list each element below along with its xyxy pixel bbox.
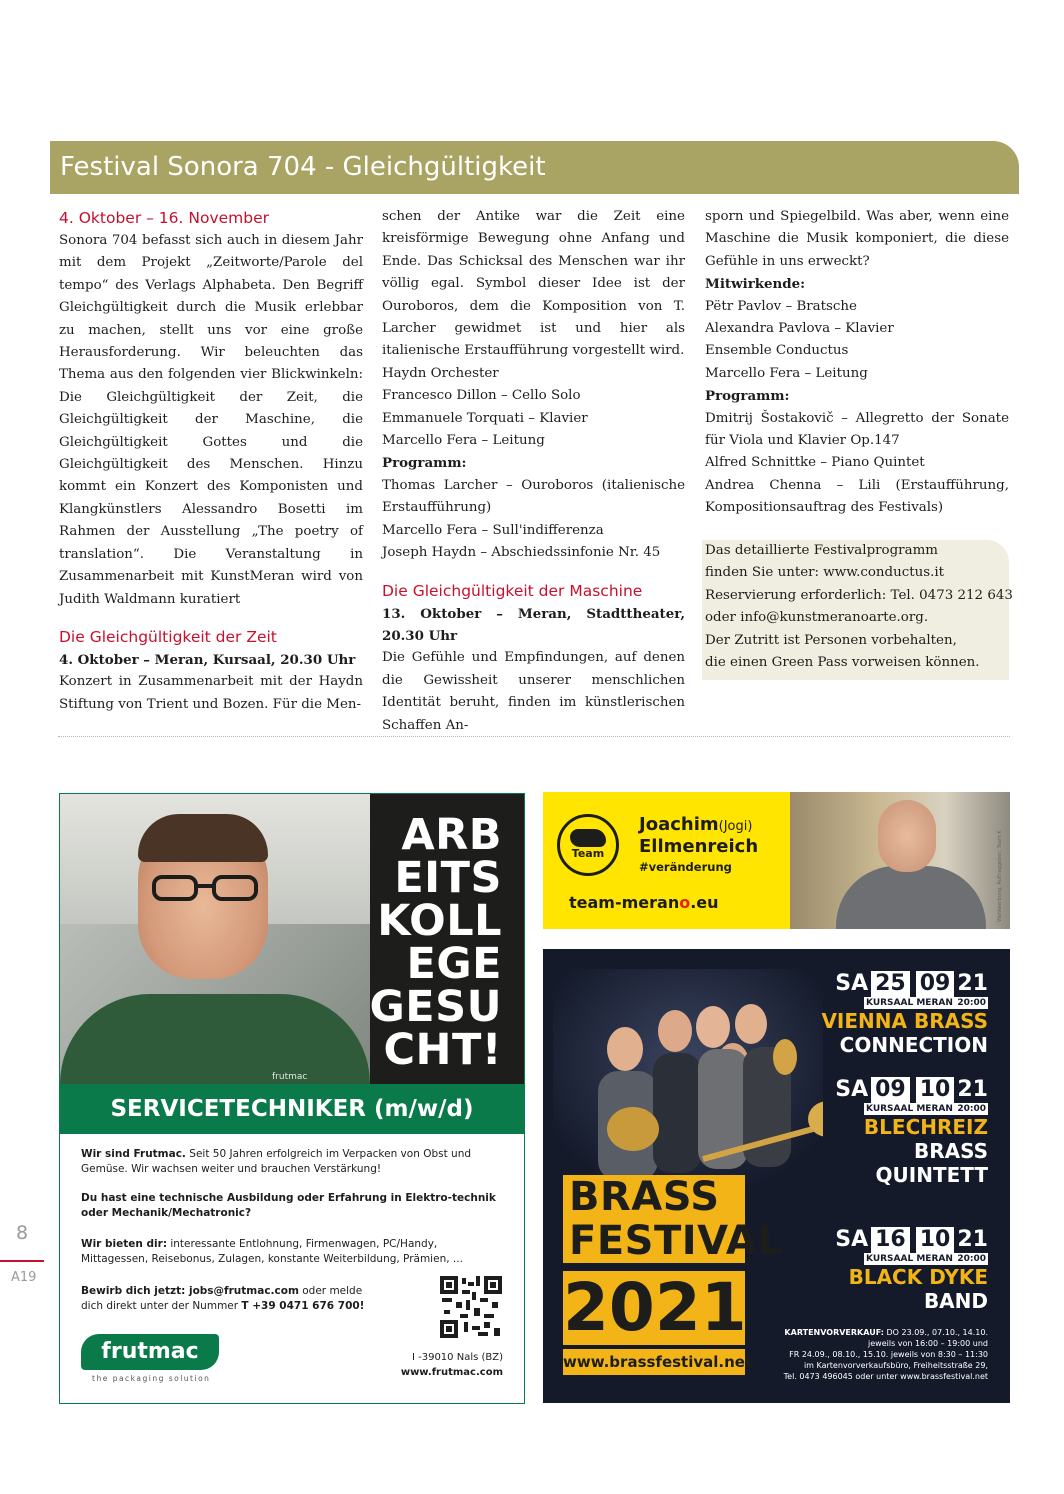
technician-photo — [60, 794, 370, 1084]
performer-line: Emmanuele Torquati – Klavier — [382, 410, 588, 426]
band-photo — [553, 969, 823, 1199]
slogan-line: CHT! — [383, 1025, 502, 1075]
event-1 — [821, 971, 988, 1057]
section-text-time: Konzert in Zusammenarbeit mit der Haydn Stiftung von Trient und Bozen. Für die Men- — [59, 674, 363, 712]
event-name: BRASS — [913, 1139, 988, 1163]
job-title: SERVICETECHNIKER (m/w/d) — [110, 1096, 474, 1122]
event-date: SA 09 10 21 — [835, 1077, 988, 1102]
info-line: Reservierung erforderlich: Tel. 0473 212 643 — [705, 587, 1013, 603]
festival-url[interactable]: www.brassfestival.net — [563, 1349, 745, 1375]
event-venue: KURSAAL MERAN 20:00 — [866, 1254, 986, 1264]
program-line: Alfred Schnittke – Piano Quintet — [705, 455, 925, 471]
event-venue: KURSAAL MERAN 20:00 — [866, 1104, 986, 1114]
brass-festival-ad[interactable] — [543, 949, 1010, 1403]
job-title-bar — [60, 1084, 524, 1134]
festival-title-line: BRASS FESTIVAL — [563, 1175, 745, 1263]
shirt-logo: frutmac — [272, 1072, 308, 1082]
article-header — [50, 141, 1019, 194]
political-ad-notice: Wahlwerbung, Auftraggeber: Team K — [997, 830, 1003, 922]
slogan — [369, 810, 502, 1075]
slogan-line: GESU — [369, 982, 502, 1032]
article-title: Festival Sonora 704 - Gleichgültigkeit — [60, 152, 546, 182]
team-url[interactable]: team-merano.eu — [569, 893, 719, 912]
performer-line: Pëtr Pavlov – Bratsche — [705, 298, 857, 314]
article-column-3 — [705, 206, 1009, 520]
frutmac-tagline: the packaging solution — [92, 1374, 211, 1383]
performer-line: Marcello Fera – Leitung — [705, 365, 868, 381]
info-line: die einen Green Pass vorweisen können. — [705, 655, 980, 671]
date-heading: 4. Oktober – 16. November — [59, 209, 270, 227]
frutmac-address: I -39010 Nals (BZ) — [411, 1352, 503, 1363]
performer-line: Alexandra Pavlova – Klavier — [705, 321, 894, 337]
frutmac-job-ad[interactable] — [59, 793, 525, 1404]
ad-paragraph-1: Wir sind Frutmac. Seit 50 Jahren erfolgreich im Verpacken von Obst und Gemüse. Wir wachsen weiter und brauchen Verstärkung! — [81, 1148, 472, 1175]
performers-label: Mitwirkende: — [705, 276, 806, 293]
event-name: BLECHREIZ — [863, 1115, 988, 1139]
team-meran-ad[interactable] — [543, 792, 1010, 929]
frutmac-contact — [401, 1350, 503, 1380]
ad-paragraph-2: Du hast eine technische Ausbildung oder Erfahrung in Elektro-technik oder Mechanik/Mechatronic? — [81, 1192, 496, 1219]
program-label: Programm: — [705, 388, 790, 405]
info-line: Der Zutritt ist Personen vorbehalten, — [705, 632, 957, 648]
event-name: CONNECTION — [839, 1033, 988, 1057]
column-paragraph: schen der Antike war die Zeit eine kreisförmige Bewegung ohne Anfang und Ende. Das Schicksal des Menschen war ihr völlig egal. Symbol dieser Idee ist der Ouroboros, dem die Komposition von T. Larcher gewidmet ist und hier als italienische Erstaufführung vorgestellt wird. — [382, 209, 685, 359]
event-name: QUINTETT — [875, 1163, 988, 1187]
performer-line: Ensemble Conductus — [705, 343, 849, 359]
slogan-line: EGE — [406, 939, 502, 989]
candidate-last-name: Ellmenreich — [639, 836, 759, 857]
glasses-icon — [150, 874, 260, 902]
article-column-1 — [59, 206, 363, 716]
program-line: Dmitrij Šostakovič – Allegretto der Sonate für Viola und Klavier Op.147 — [705, 410, 1009, 449]
performer-line: Francesco Dillon – Cello Solo — [382, 388, 581, 404]
festival-year: 2021 — [563, 1269, 747, 1346]
team-yellow-panel — [543, 792, 790, 929]
page-code: A19 — [11, 1270, 37, 1285]
team-badge-label: Team — [571, 847, 605, 860]
program-label: Programm: — [382, 455, 467, 472]
performer-line: Marcello Fera – Leitung — [382, 433, 545, 449]
info-line[interactable]: finden Sie unter: www.conductus.it — [705, 565, 945, 581]
section-heading-time: Die Gleichgültigkeit der Zeit — [59, 627, 277, 646]
qr-code-icon[interactable] — [440, 1276, 502, 1338]
info-line: Das detaillierte Festivalprogramm — [705, 543, 938, 558]
candidate-first-name: Joachim(Jogi) — [639, 814, 753, 835]
campaign-hashtag: #veränderung — [639, 860, 732, 874]
slogan-line: ARB — [401, 810, 502, 860]
event-name: BLACK DYKE — [848, 1265, 988, 1289]
performer-line: Haydn Orchester — [382, 365, 499, 381]
section-heading-machine: Die Gleichgültigkeit der Maschine — [382, 581, 643, 600]
event-2 — [835, 1077, 988, 1187]
slogan-line: EITS — [394, 853, 502, 903]
frutmac-website[interactable]: www.frutmac.com — [400, 1367, 503, 1378]
ad-paragraph-3: Wir bieten dir: interessante Entlohnung, Firmenwagen, PC/Handy, Mittagessen, Reisebonus, Zulagen, konstante Weiterbildung, Prämien, ... — [81, 1238, 463, 1265]
program-line: Marcello Fera – Sull'indifferenza — [382, 522, 604, 538]
column-paragraph: sporn und Spiegelbild. Was aber, wenn eine Maschine die Musik komponiert, die diese Gefühle in uns erweckt? — [705, 209, 1009, 269]
event-3 — [835, 1227, 988, 1313]
event-name: BAND — [923, 1289, 988, 1313]
program-line: Joseph Haydn – Abschiedssinfonie Nr. 45 — [382, 545, 661, 561]
intro-paragraph: Sonora 704 befasst sich auch in diesem Jahr mit dem Projekt „Zeitworte/Parole del tempo“ des Verlags Alphabeta. Den Begriff Gleichgültigkeit durch die Musik erlebbar zu machen, stellt uns vor eine große Herausforderung. Wir beleuchten das Thema aus den folgenden vier Blickwinkeln: Die Gleichgültigkeit der Zeit, die Gleichgültigkeit der Maschine, die Gleichgültigkeit Gottes und die Gleichgültigkeit des Menschen. Hinzu kommt ein Konzert des Komponisten und Klangkünstlers Alessandro Bosetti im Rahmen der Ausstellung „The poetry of translation“. Die Veranstaltung in Zusammenarbeit mit KunstMeran wird von Judith Waldmann kuratiert — [59, 233, 363, 607]
event-venue: KURSAAL MERAN 20:00 — [866, 998, 986, 1008]
section-text-machine: Die Gefühle und Empfindungen, auf denen die Gewissheit unserer menschlichen Identität beruht, finden im künstlerischen Schaffen An- — [382, 650, 685, 733]
program-line: Andrea Chenna – Lili (Erstaufführung, Kompositionsauftrag des Festivals) — [705, 477, 1009, 516]
event-name: VIENNA BRASS — [821, 1009, 988, 1033]
event-date: SA 16 10 21 — [835, 1227, 988, 1252]
section-date-time: 4. Oktober – Meran, Kursaal, 20.30 Uhr — [59, 651, 356, 668]
team-badge-icon — [557, 814, 619, 876]
presale-info: KARTENVORVERKAUF: DO 23.09., 07.10., 14.10. jeweils von 16:00 – 19:00 und FR 24.09., 08.10., 15.10. jeweils von 8:30 – 11:30 im Kartenvorverkaufsbüro, Freiheitsstraße 29, Tel. 0473 496045 oder unter www.brassfestival.net — [783, 1328, 988, 1381]
candidate-photo — [790, 792, 1010, 929]
program-line: Thomas Larcher – Ouroboros (italienische Erstaufführung) — [382, 477, 685, 516]
info-box — [702, 540, 1013, 680]
page-number-rule — [0, 1260, 44, 1262]
section-date-machine: 13. Oktober – Meran, Stadttheater, 20.30 Uhr — [382, 605, 685, 644]
section-divider — [58, 736, 1010, 737]
event-date: SA 25 09 21 — [835, 971, 988, 996]
info-line[interactable]: oder info@kunstmeranoarte.org. — [705, 610, 929, 626]
page-number: 8 — [16, 1222, 29, 1244]
frutmac-logo[interactable]: frutmac — [81, 1334, 219, 1370]
festival-title-block — [563, 1174, 784, 1375]
slogan-panel — [370, 794, 524, 1084]
ad-paragraph-4: Bewirb dich jetzt: jobs@frutmac.com oder melde dich direkt unter der Nummer T +39 0471 676 700! — [81, 1285, 365, 1312]
article-column-2 — [382, 206, 685, 737]
slogan-line: KOLL — [377, 896, 502, 946]
